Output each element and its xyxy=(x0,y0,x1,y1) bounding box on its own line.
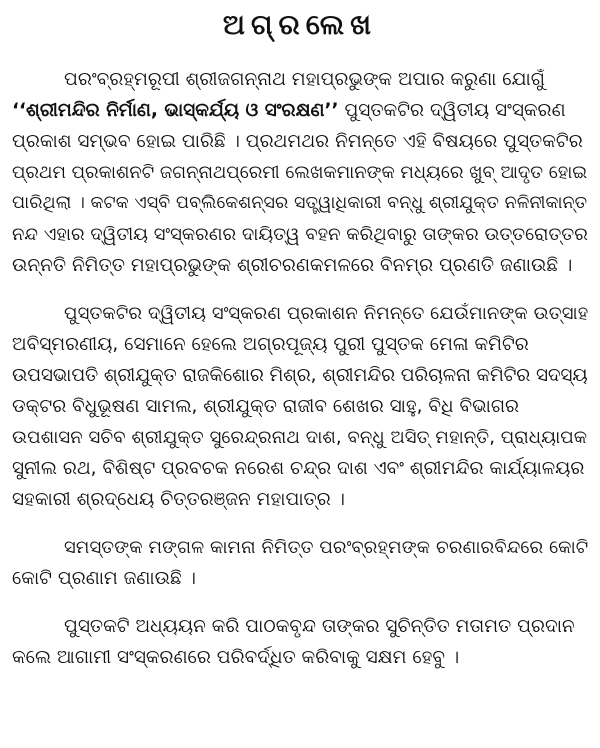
paragraph-line: କୋଟି ପ୍ରଣାମ ଜଣାଉଛି । xyxy=(12,568,196,589)
paragraph-2 xyxy=(12,298,588,515)
paragraph-line: ପୁସ୍ତକଟିର ଦ୍ୱିତୀୟ ସଂସ୍କରଣ ପ୍ରକାଶନ ନିମନ୍ତେ ଯେଉଁମାନଙ୍କ ଉତ୍ସାହ xyxy=(64,303,589,324)
paragraph-line: ପାରିଥିଲା । କଟକ ଏସ୍‌ବି ପବ୍ଲିକେଶନ୍ସର ସତ୍ତ୍ୱାଧିକାରୀ ବନ୍ଧୁ ଶ୍ରୀଯୁକ୍ତ ନଳିନୀକାନ୍ତ xyxy=(12,193,588,213)
paragraph-line: ଅବିସ୍ମରଣୀୟ, ସେମାନେ ହେଲେ ଅଗ୍ରପୂଜ୍ୟ ପୁରୀ ପୁସ୍ତକ ମେଳା କମିଟିର xyxy=(12,334,529,355)
paragraph-4 xyxy=(12,611,588,673)
paragraph-line: ପ୍ରକାଶ ସମ୍ଭବ ହୋଇ ପାରିଛି । ପ୍ରଥମଥର ନିମନ୍ତେ ଏହି ବିଷୟରେ ପୁସ୍ତକଟିର xyxy=(12,131,583,152)
book-title-emphasis: ‘‘ଶ୍ରୀମନ୍ଦିର ନିର୍ମାଣ, ଭାସ୍କର୍ଯ୍ୟ ଓ ସଂରକ୍ଷଣ’’ xyxy=(12,100,339,121)
paragraph-line xyxy=(12,95,588,126)
paragraph-line: ଡକ୍ଟର ବିଧୁଭୂଷଣ ସାମଲ, ଶ୍ରୀଯୁକ୍ତ ରାଜୀବ ଶେଖର ସାହୁ, ବିଧି ବିଭାଗର xyxy=(12,396,520,417)
paragraph-line: ପୁସ୍ତକଟି ଅଧ୍ୟୟନ କରି ପାଠକବୃନ୍ଦ ତାଙ୍କର ସୁଚିନ୍ତିତ ମତାମତ ପ୍ରଦାନ xyxy=(64,616,575,637)
paragraph-line-rest: ପୁସ୍ତକଟିର ଦ୍ୱିତୀୟ ସଂସ୍କରଣ xyxy=(338,100,566,121)
paragraph-line: ପରଂବ୍ରହ୍ମରୂପୀ ଶ୍ରୀଜଗନ୍ନାଥ ମହାପ୍ରଭୁଙ୍କ ଅପାର କରୁଣା ଯୋଗୁଁ xyxy=(64,69,545,90)
page-title: ଅଗ୍ରଲେଖ xyxy=(222,8,378,41)
paragraph-line: ଉପସଭାପତି ଶ୍ରୀଯୁକ୍ତ ରାଜକିଶୋର ମିଶ୍ର, ଶ୍ରୀମନ୍ଦିର ପରିଚାଳନା କମିଟିର ସଦସ୍ୟ xyxy=(12,365,588,386)
paragraph-line: ସହକାରୀ ଶ୍ରଦ୍ଧେୟ ଚିତ୍ତରଞ୍ଜନ ମହାପାତ୍ର । xyxy=(12,489,345,510)
paragraph-line: କଲେ ଆଗାମୀ ସଂସ୍କରଣରେ ପରିବର୍ଦ୍ଧିତ କରିବାକୁ ସକ୍ଷମ ହେବୁ । xyxy=(12,647,460,668)
paragraph-line: ଉନ୍ନତି ନିମିତ୍ତ ମହାପ୍ରଭୁଙ୍କ ଶ୍ରୀଚରଣକମଳରେ ବିନମ୍ର ପ୍ରଣତି ଜଣାଉଛି । xyxy=(12,255,573,276)
paragraph-line: ନନ୍ଦ ଏହାର ଦ୍ୱିତୀୟ ସଂସ୍କରଣର ଦାୟିତ୍ୱ ବହନ କରିଥିବାରୁ ତାଙ୍କର ଉତ୍ତରୋତ୍ତର xyxy=(12,224,588,245)
paragraph-line: ସୁନୀଲ ରଥ, ବିଶିଷ୍ଟ ପ୍ରବଚକ ନରେଶ ଚନ୍ଦ୍ର ଦାଶ ଏବଂ ଶ୍ରୀମନ୍ଦିର କାର୍ଯ୍ୟାଳୟର xyxy=(12,458,585,479)
paragraph-3 xyxy=(12,532,588,594)
paragraph-line: ସମସ୍ତଙ୍କ ମଙ୍ଗଳ କାମନା ନିମିତ୍ତ ପରଂବ୍ରହ୍ମଙ୍କ ଚରଣାରବିନ୍ଦରେ କୋଟି xyxy=(64,537,589,558)
paragraph-line: ଉପଶାସନ ସଚିବ ଶ୍ରୀଯୁକ୍ତ ସୁରେନ୍ଦ୍ରନାଥ ଦାଶ, ବନ୍ଧୁ ଅସିତ୍ ମହାନ୍ତି, ପ୍ରାଧ୍ୟାପକ xyxy=(12,427,588,448)
paragraph-line: ପ୍ରଥମ ପ୍ରକାଶନଟି ଜଗନ୍ନାଥପ୍ରେମୀ ଲେଖକମାନଙ୍କ ମଧ୍ୟରେ ଖୁବ୍ ଆଦୃତ ହୋଇ xyxy=(12,162,588,183)
paragraph-1 xyxy=(12,64,588,281)
